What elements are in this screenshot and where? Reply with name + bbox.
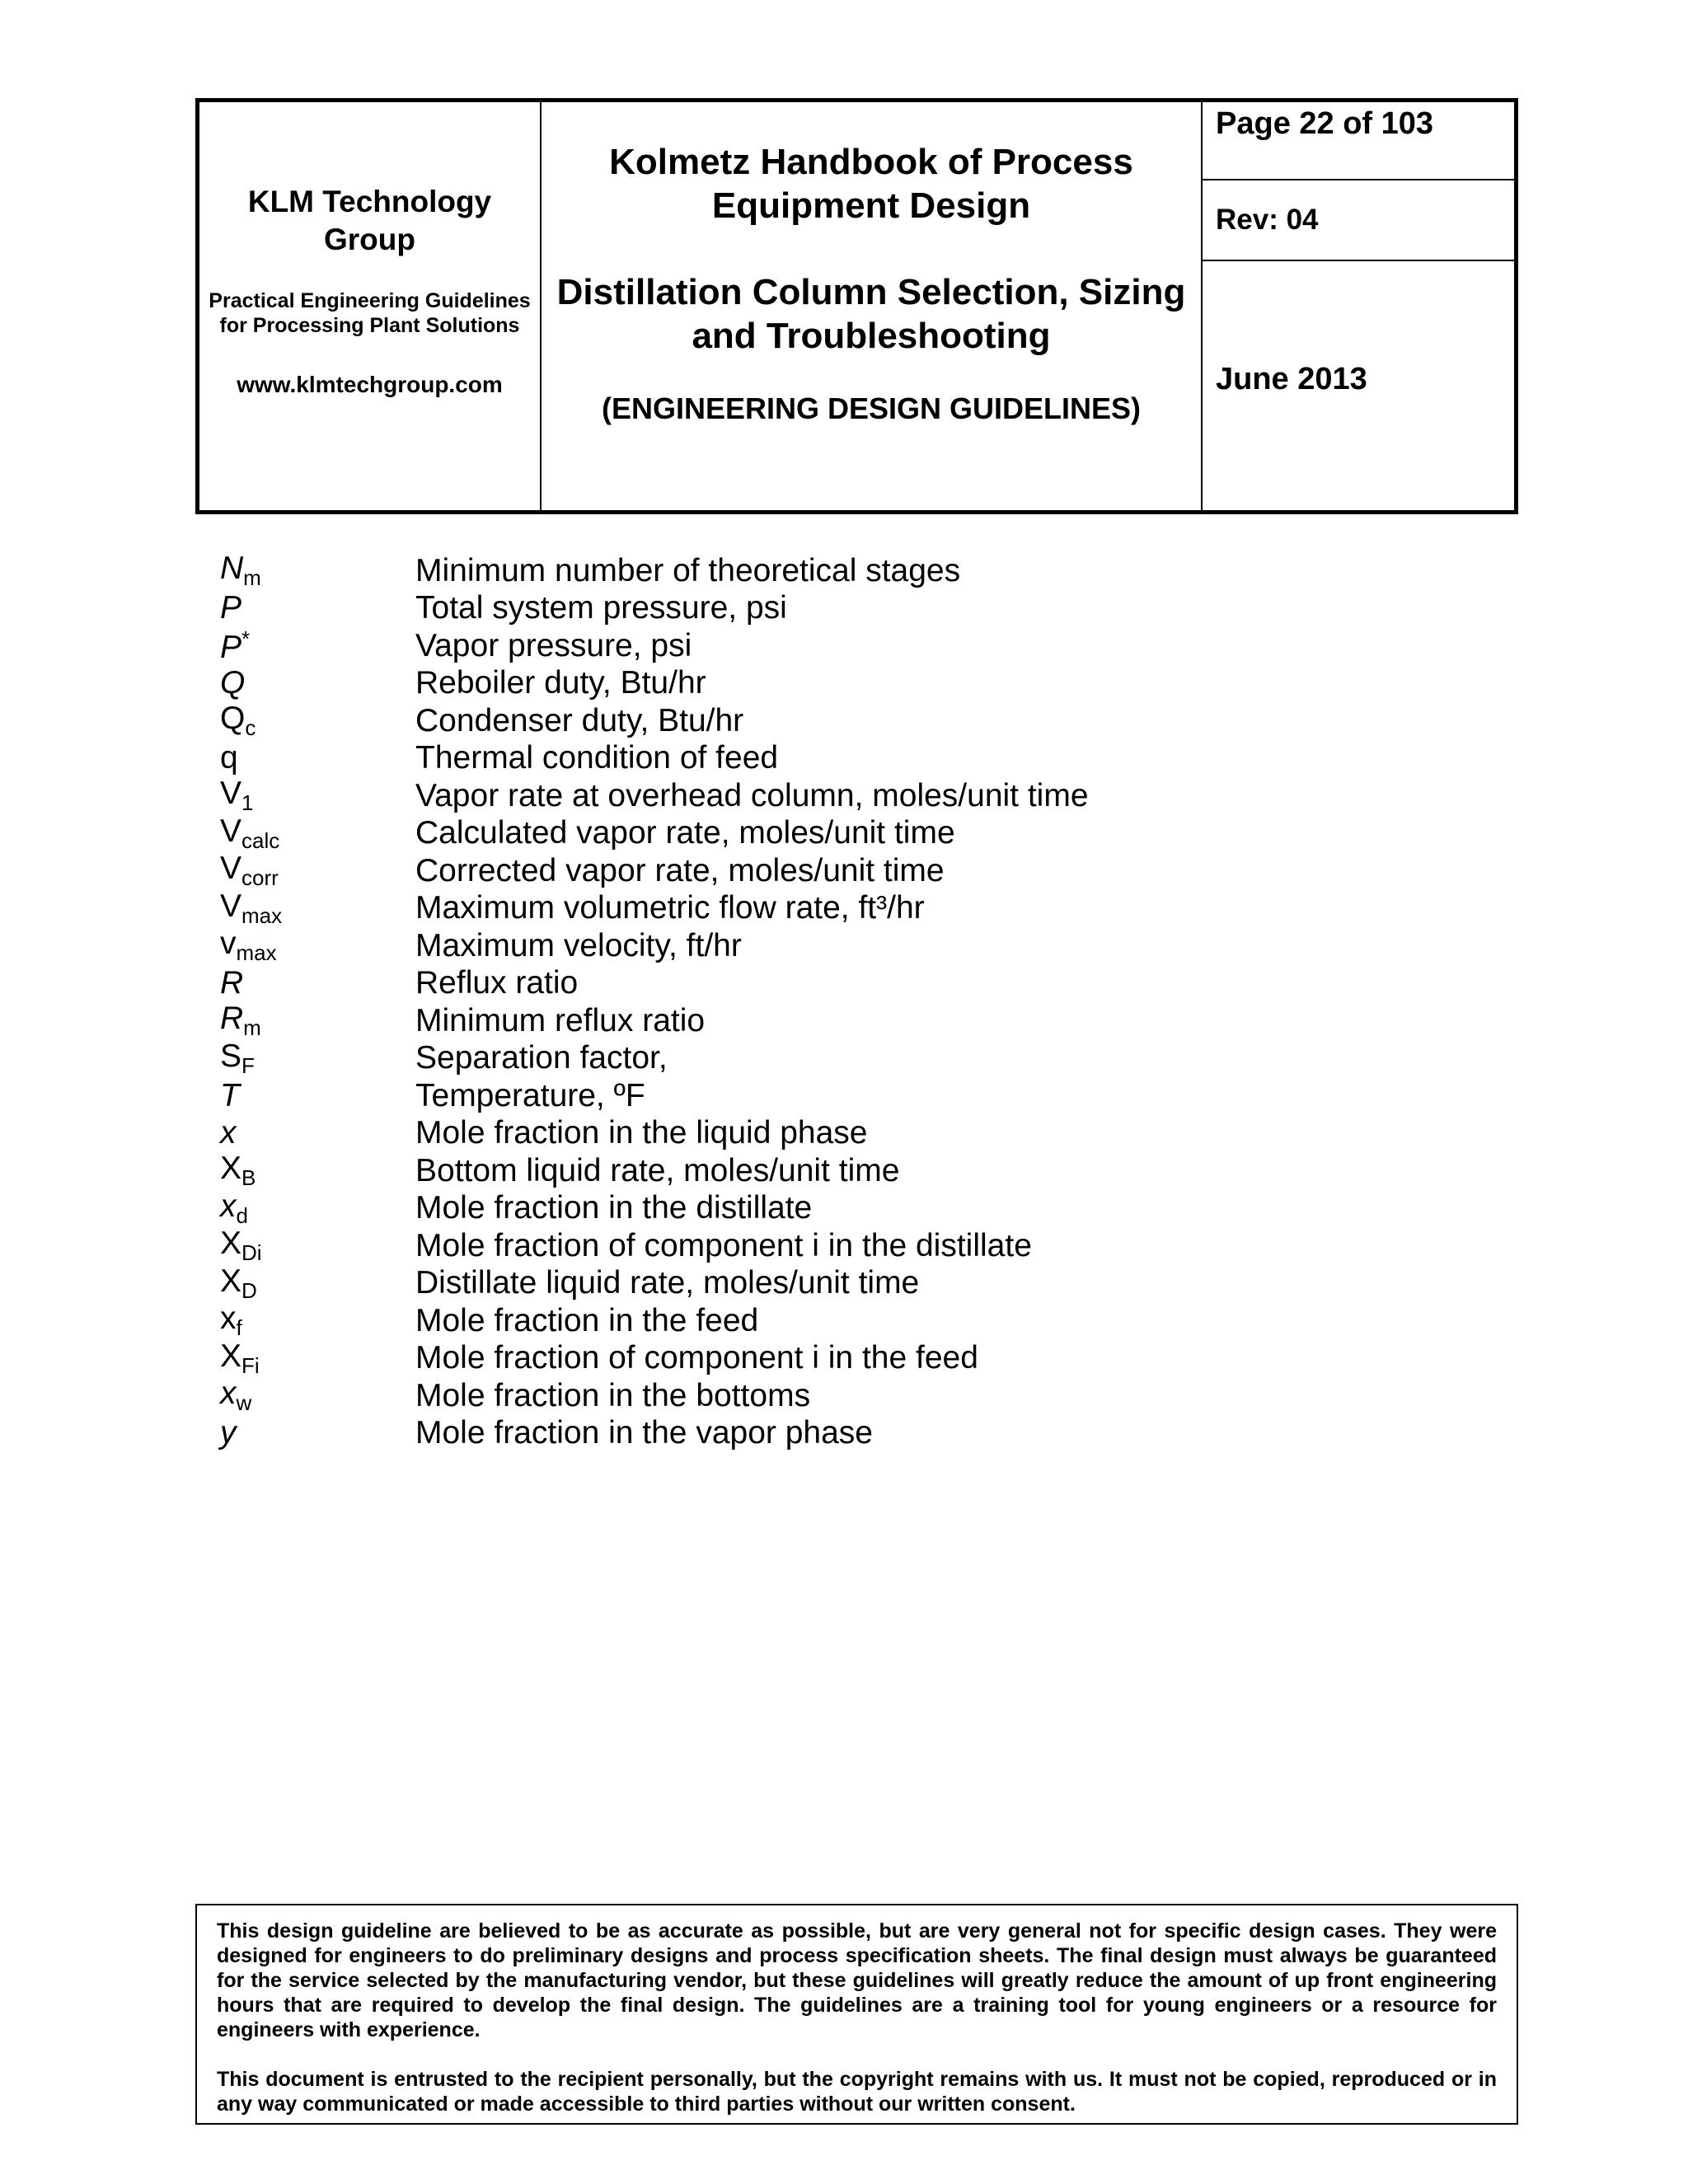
nomenclature-symbol	[220, 1263, 415, 1304]
nomenclature-symbol	[220, 740, 415, 776]
revision: Rev: 04	[1203, 180, 1514, 261]
nomenclature-description: Corrected vapor rate, moles/unit time	[415, 852, 945, 888]
symbol-letter: x	[220, 1301, 237, 1337]
document-header	[195, 98, 1518, 514]
nomenclature-row	[220, 1040, 1489, 1078]
nomenclature-symbol	[220, 1301, 415, 1341]
symbol-letter: x	[220, 1188, 237, 1224]
symbol-subscript: m	[243, 1015, 261, 1041]
symbol-subscript: max	[236, 940, 277, 966]
symbol-letter: Q	[220, 665, 246, 701]
nomenclature-row	[220, 1115, 1489, 1153]
symbol-letter: x	[220, 1115, 237, 1151]
nomenclature-symbol	[220, 1001, 415, 1041]
nomenclature-row	[220, 1340, 1489, 1378]
symbol-subscript: B	[241, 1165, 256, 1191]
symbol-letter: X	[220, 1226, 242, 1262]
symbol-letter: S	[220, 1038, 242, 1074]
symbol-subscript: Di	[241, 1240, 262, 1266]
symbol-letter: R	[220, 965, 244, 1001]
symbol-subscript: d	[236, 1202, 248, 1228]
symbol-letter: V	[220, 888, 242, 924]
symbol-letter: P	[220, 629, 242, 665]
nomenclature-description: Maximum velocity, ft/hr	[415, 927, 742, 963]
symbol-letter: x	[220, 1376, 237, 1412]
nomenclature-row	[220, 965, 1489, 1003]
symbol-subscript: corr	[241, 865, 279, 891]
nomenclature-symbol	[220, 965, 415, 1001]
nomenclature-symbol	[220, 1038, 415, 1079]
disclaimer-box	[195, 1904, 1518, 2125]
symbol-letter: T	[220, 1077, 240, 1113]
nomenclature-symbol	[220, 776, 415, 816]
disclaimer-paragraph: This design guideline are believed to be as accurate as possible, but are very general not for specific design cases. They were designed for engineers to do preliminary designs and process specification sheets. The final design must always be guaranteed for the service selected by the manufacturing vendor, but these guidelines will greatly reduce the amount of up front engineering hours that are required to develop the final design. The guidelines are a training tool for young engineers or a resource for engineers with experience.	[217, 1919, 1497, 2041]
nomenclature-description: Mole fraction in the liquid phase	[415, 1115, 868, 1151]
symbol-subscript: m	[243, 565, 261, 591]
nomenclature-row	[220, 777, 1489, 815]
nomenclature-description: Mole fraction of component i in the distillate	[415, 1227, 1032, 1263]
nomenclature-description: Reflux ratio	[415, 965, 579, 1001]
nomenclature-description: Mole fraction in the distillate	[415, 1190, 813, 1226]
nomenclature-symbol	[220, 888, 415, 929]
symbol-letter: P	[220, 590, 242, 626]
nomenclature-description: Thermal condition of feed	[415, 740, 779, 776]
nomenclature-description: Mole fraction in the vapor phase	[415, 1415, 873, 1451]
nomenclature-description: Mole fraction in the bottoms	[415, 1377, 811, 1413]
nomenclature-description: Temperature, ºF	[415, 1077, 645, 1113]
nomenclature-symbol	[220, 1415, 415, 1451]
nomenclature-symbol	[220, 813, 415, 854]
nomenclature-symbol	[220, 1338, 415, 1379]
company-tagline: Practical Engineering Guidelines for Processing Plant Solutions	[209, 289, 531, 337]
nomenclature-row	[220, 665, 1489, 703]
nomenclature-row	[220, 1002, 1489, 1040]
nomenclature-row	[220, 1077, 1489, 1115]
symbol-letter: q	[220, 740, 238, 776]
symbol-letter: V	[220, 813, 242, 849]
nomenclature-description: Condenser duty, Btu/hr	[415, 702, 744, 738]
symbol-letter: V	[220, 851, 242, 887]
handbook-title: Kolmetz Handbook of Process Equipment Design	[609, 142, 1133, 226]
nomenclature-symbol	[220, 1226, 415, 1266]
nomenclature-symbol	[220, 551, 415, 591]
nomenclature-description: Minimum number of theoretical stages	[415, 552, 961, 588]
symbol-letter: y	[220, 1415, 237, 1451]
symbol-superscript: *	[241, 626, 251, 651]
copyright-paragraph: This document is entrusted to the recipient personally, but the copyright remains with us. It must not be copied, reproduced or in any way communicated or made accessible to third parties without our written consent.	[217, 2068, 1497, 2116]
nomenclature-description: Mole fraction in the feed	[415, 1302, 759, 1338]
nomenclature-description: Calculated vapor rate, moles/unit time	[415, 815, 955, 851]
nomenclature-description: Minimum reflux ratio	[415, 1002, 706, 1038]
nomenclature-symbol	[220, 590, 415, 626]
nomenclature-row	[220, 890, 1489, 928]
company-block	[199, 102, 542, 510]
symbol-subscript: w	[236, 1390, 252, 1416]
nomenclature-row	[220, 740, 1489, 778]
nomenclature-row	[220, 552, 1489, 590]
nomenclature-row	[220, 1227, 1489, 1265]
company-website: www.klmtechgroup.com	[237, 372, 503, 397]
symbol-letter: v	[220, 926, 237, 962]
symbol-subscript: Fi	[241, 1352, 260, 1378]
symbol-subscript: 1	[241, 790, 254, 816]
nomenclature-row	[220, 1152, 1489, 1190]
nomenclature-description: Mole fraction of component i in the feed	[415, 1340, 978, 1376]
symbol-letter: R	[220, 1001, 244, 1037]
nomenclature-description: Vapor rate at overhead column, moles/unit time	[415, 777, 1089, 813]
nomenclature-row	[220, 1377, 1489, 1415]
company-name: KLM Technology Group	[247, 185, 492, 256]
nomenclature-description: Total system pressure, psi	[415, 590, 787, 626]
nomenclature-row	[220, 1265, 1489, 1303]
nomenclature-description: Vapor pressure, psi	[415, 627, 692, 663]
nomenclature-description: Maximum volumetric flow rate, ft³/hr	[415, 890, 925, 926]
page-number: Page 22 of 103	[1203, 102, 1514, 180]
nomenclature-row	[220, 1302, 1489, 1340]
nomenclature-symbol	[220, 1151, 415, 1191]
symbol-subscript: calc	[241, 827, 280, 853]
symbol-subscript: D	[241, 1277, 257, 1303]
document-title: Distillation Column Selection, Sizing and Troubleshooting	[556, 272, 1186, 356]
nomenclature-symbol	[220, 1376, 415, 1416]
symbol-subscript: c	[245, 715, 256, 741]
symbol-letter: V	[220, 776, 242, 812]
symbol-subscript: max	[241, 902, 283, 928]
nomenclature-row	[220, 852, 1489, 890]
nomenclature-description: Distillate liquid rate, moles/unit time	[415, 1265, 920, 1301]
symbol-letter: N	[220, 551, 244, 587]
nomenclature-symbol	[220, 1078, 415, 1114]
nomenclature-row	[220, 1415, 1489, 1453]
nomenclature-row	[220, 927, 1489, 965]
nomenclature-symbol	[220, 1115, 415, 1151]
nomenclature-description: Reboiler duty, Btu/hr	[415, 665, 706, 701]
nomenclature-symbol	[220, 626, 415, 666]
nomenclature-description: Bottom liquid rate, moles/unit time	[415, 1152, 900, 1188]
document-date: June 2013	[1216, 362, 1367, 396]
symbol-letter: X	[220, 1263, 242, 1299]
symbol-letter: Q	[220, 701, 246, 737]
symbol-letter: X	[220, 1151, 242, 1187]
nomenclature-symbol	[220, 926, 415, 966]
nomenclature-symbol	[220, 701, 415, 741]
guidelines-label: (ENGINEERING DESIGN GUIDELINES)	[601, 391, 1142, 425]
symbol-letter: X	[220, 1338, 242, 1374]
symbol-subscript: f	[236, 1315, 242, 1341]
nomenclature-symbol	[220, 851, 415, 891]
nomenclature-row	[220, 590, 1489, 628]
nomenclature-description: Separation factor,	[415, 1040, 668, 1076]
title-block	[542, 102, 1203, 510]
nomenclature-row	[220, 702, 1489, 740]
nomenclature-list	[220, 552, 1489, 1452]
nomenclature-row	[220, 1190, 1489, 1228]
nomenclature-row	[220, 815, 1489, 853]
nomenclature-row	[220, 627, 1489, 665]
nomenclature-symbol	[220, 665, 415, 701]
nomenclature-symbol	[220, 1188, 415, 1229]
document-info-block	[1203, 102, 1514, 510]
symbol-subscript: F	[241, 1052, 255, 1078]
